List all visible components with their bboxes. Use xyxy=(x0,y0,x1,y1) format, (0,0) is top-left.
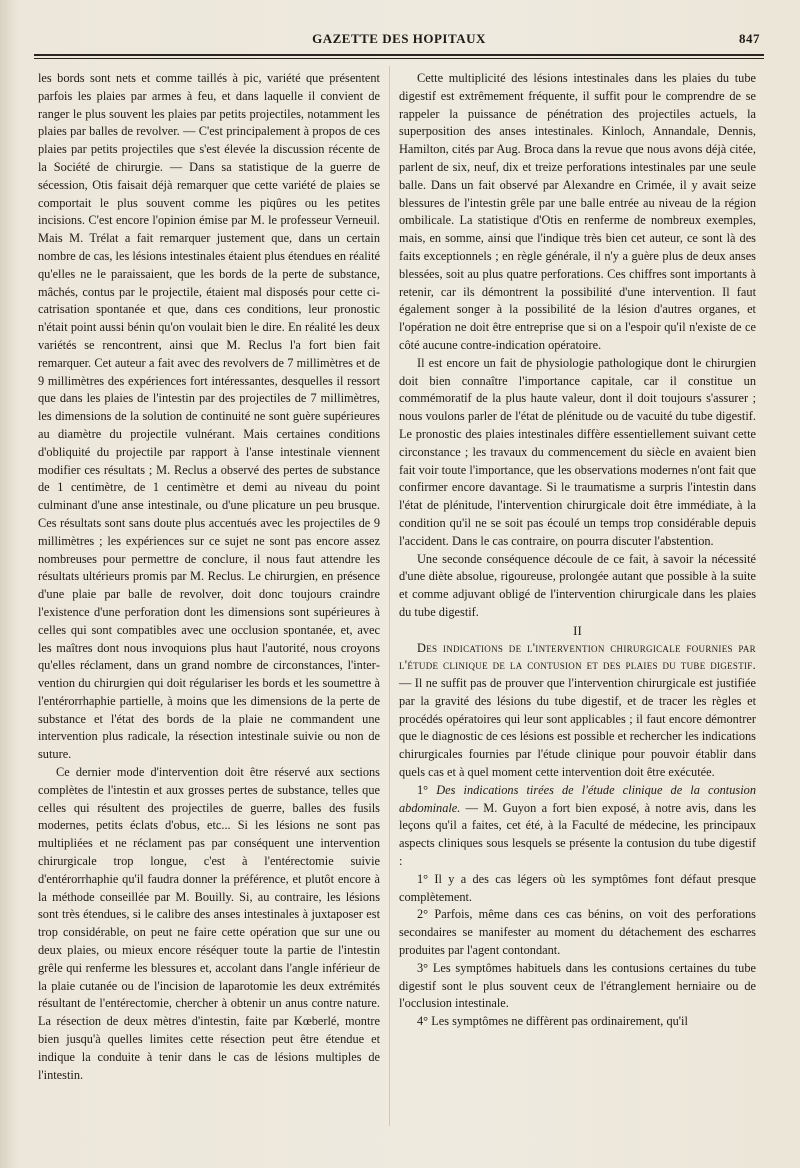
page-number: 847 xyxy=(739,31,760,46)
paragraph: les bords sont nets et comme taillés à pic, variété que présentent parfois les plaies par armes à feu, et dans laquelle il convient de ranger le plus souvent les plaies par petits projectiles, notamment les plaies par balles de revolver. — C'est principalement à propos de ces plaies par petits projectiles que s'est élevée la discussion récente de la Société de chirurgie. — Dans sa statistique de la guerre de sécession, Otis faisait déjà remarquer que cette variété de plaies se comportait le plus souvent comme les piqûres ou les petites incisions. C'est encore l'opinion émise par M. le professeur Verneuil. Mais M. Trélat a fait remarquer justement que, dans un certain nombre de cas, les lésions intestinales étaient plus étendues en réalité qu'elles ne le paraissaient, que les bords de la perte de substance, mâchés, contus par le projectile, étaient mal disposés pour cette cicatrisation spontanée et que, dans ces conditions, leur pronostic n'était point aussi bénin qu'on voulait bien le dire. En réalité les deux variétés se rencontrent, ainsi que M. Reclus l'a fort bien fait remarquer. Cet auteur a fait avec des revolvers de 7 millimètres et de 9 millimètres des expériences fort intéressantes, desquelles il ressort que dans les plaies de l'intestin par des projectiles de 7 millimètres, les dimensions de la solution de continuité ne sont guère supérieures au diamètre du projectile vulnérant. Mais certaines conditions d'obliquité du projectile par rapport à l'anse intestinale viennent modifier ces résultats ; M. Reclus a observé des pertes de substance de 1 centimètre, de 1 centimètre et demi au niveau du point culminant d'une anse intestinale, ou d'une plicature un peu brusque. Ces résultats sont sans doute plus accentués avec les projectiles de 9 millimètres ; les expériences sur ce sujet ne sont pas encore assez nombreuses pour permettre de conclure, il nous faut attendre les résultats ultérieurs promis par M. Reclus. Le chirurgien, en présence d'une plaie par balle de revolver, doit donc toujours craindre l'existence d'une perforation dont les dimensions sont supérieures à celles qui sont compatibles avec une occlusion spontanée, et, avec les maîtres dont nous invoquions plus haut l'autorité, nous croyons qu'elles réclament, dans un grand nombre de circonstances, l'intervention du chirurgien qui doit régulariser les bords et les soumettre à l'entérorrhaphie partielle, à moins que les dimensions de la perte de substance et l'état des bords de la plaie ne commandent une intervention plus radicale, la résection intestinale suivie ou non de suture. xyxy=(38,71,380,762)
section-number: II xyxy=(573,622,582,638)
left-column xyxy=(38,70,380,1084)
paragraph: Il est encore un fait de physiologie pathologique dont le chirurgien doit bien connaître l'importance capitale, car il constitue un commémoratif de la plus haute valeur, dont il doit toujours s'assurer ; nous voulons parler de l'état de plénitude ou de vacuité du tube digestif. Le pronostic des plaies intestinales diffère essentiellement suivant cette circonstance ; les travaux du commencement du siècle en avaient bien fait voir toute l'importance, que les observations modernes n'ont fait que confirmer encore davantage. Si le traumatisme a surpris l'intestin dans l'état de plénitude, l'intervention chirurgicale doit être immédiate, à la condition qu'il ne se soit pas écoulé un temps trop considérable depuis l'accident. Dans le cas contraire, on pourra discuter l'abstention. xyxy=(399,355,756,548)
list-item: 3° Les symptômes habituels dans les contusions certaines du tube digestif sont le plus souvent ceux de l'étranglement herniaire ou de l'occlusion intestinale. xyxy=(399,960,756,1011)
paragraph: Une seconde conséquence découle de ce fait, à savoir la nécessité d'une diète absolue, rigoureuse, prolongée autant que possible à la suite et comme adjuvant obligé de l'intervention chirurgicale dans les plaies du tube digestif. xyxy=(399,551,756,619)
paragraph: Cette multiplicité des lésions intestinales dans les plaies du tube digestif est extrêmement fréquente, il suffit pour le comprendre de se rappeler la puissance de pénétration des projectiles actuels, la superposition des anses intestinales. Kinloch, Annandale, Dennis, Hamilton, cités par Aug. Broca dans la revue que nous avons déjà citée, parlent de six, neuf, dix et treize perforations intestinales par une seule balle. Dans un fait observé par Alexandre en Crimée, il y avait seize blessures de l'intestin grêle par une balle entrée au niveau de la région ombilicale. La statistique d'Otis en renferme de nombreux exemples, mais, en somme, ainsi que l'indique très bien cet auteur, ce sont là des faits exceptionnels ; en règle générale, il n'y a guère plus de deux anses blessées, soit au plus quatre perforations. Ces chiffres sont importants à retenir, car ils démontrent la possibilité d'une intervention. Il faut également songer à la possibilité de la lésion d'autres organes, et l'opération ne doit être entreprise que si on a l'espoir qu'il n'existe de ce côté aucune contre-indication opératoire. xyxy=(399,71,756,352)
item-number: 1° xyxy=(417,782,437,797)
right-column xyxy=(399,70,756,1031)
paragraph: Ce dernier mode d'intervention doit être réservé aux sections complètes de l'intestin et aux grosses pertes de substance, telles que celles qui résultent des projectiles de guerre, balles des fusils modernes, petits éclats d'obus, etc... Si les lésions ne sont pas multipliées et ne réclament pas par conséquent une intervention chirurgicale trop longue, c'est à l'entérectomie suivie d'entérorrhaphie qu'il faudra donner la préférence, et plutôt encore à la méthode conseillée par M. Bouilly. Si, au contraire, les lésions sont très étendues, si le calibre des anses intestinales à juxtaposer est trop considérable, on peut ne faire cette opération que sur une ou deux plaies, ou mieux encore réséquer toute la partie de l'intestin grêle qui renferme les blessures et, accolant dans l'angle inférieur de la plaie cutanée ou de l'incision de laparotomie les deux extrémités résultant de l'entérectomie, chercher à obtenir un anus contre nature. La résection de deux mètres d'intestin, faite par Kœberlé, montre bien jusqu'à quelles limites cette résection peut être étendue et indique la conduite à tenir dans le cas de lésions multiples de l'intestin. xyxy=(38,765,380,1082)
list-item: 2° Parfois, même dans ces cas bénins, on voit des perforations secondaires se manifester au moment du détachement des escharres produites par l'agent contondant. xyxy=(399,907,756,958)
journal-title: GAZETTE DES HOPITAUX xyxy=(312,31,486,46)
subsection-title: Des indications tirées de l'étude clinique de la contusion abdominale. xyxy=(399,782,756,815)
subsection-text: — M. Guyon a fort bien exposé, à notre avis, dans les leçons qu'il a faites, cet été, à la Faculté de médecine, les principaux aspects cliniques sous lesquels se présente la contusion du tube digestif : xyxy=(399,800,756,869)
list-item: 4° Les symptômes ne diffèrent pas ordinairement, qu'il xyxy=(417,1014,688,1029)
page-header xyxy=(36,28,762,50)
paragraph xyxy=(399,782,756,871)
list-item: 1° Il y a des cas légers où les symptômes font défaut presque complètement. xyxy=(399,871,756,904)
section-text: — Il ne suffit pas de prouver que l'intervention chirurgicale est justifiée par la gravité des lésions du tube digestif, et de tracer les règles et procédés opératoires qui leur sont applicables ; il faut encore démontrer que le diagnostic de ces lésions est possible et rechercher les indications chirurgicales fournies par l'étude clinique pour pouvoir établir dans quels cas et à quel moment cette intervention doit être exécutée. xyxy=(399,676,756,780)
header-rule-thin xyxy=(34,58,764,59)
section-heading: Des indications de l'intervention chirurgicale fournies par l'étude clinique de la contusion et des plaies du tube digestif. xyxy=(399,640,756,673)
section-paragraph xyxy=(399,640,756,782)
column-divider xyxy=(389,66,390,1126)
header-rule-thick xyxy=(34,54,764,56)
